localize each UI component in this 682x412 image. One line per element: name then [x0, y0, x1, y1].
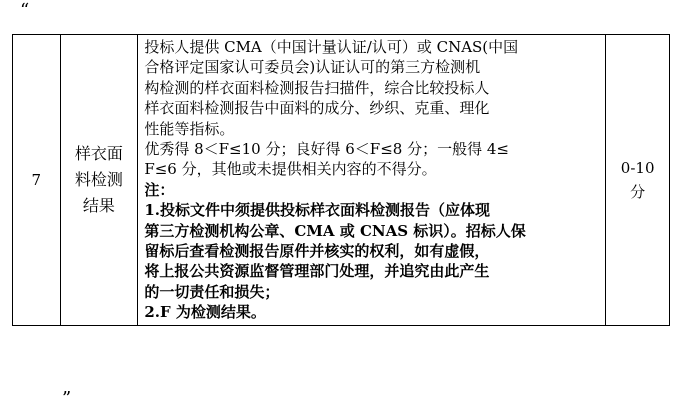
criteria-line: 投标人提供 CMA（中国计量认证/认可）或 CNAS(中国: [144, 38, 519, 56]
note-line: 留标后查看检测报告原件并核实的权利，如有虚假，: [144, 242, 490, 261]
criteria-line: 构检测的样衣面料检测报告扫描件，综合比较投标人: [144, 78, 490, 97]
scoring-table: [12, 34, 670, 326]
criteria-line: 合格评定国家认可委员会)认证认可的第三方检测机: [144, 58, 481, 77]
scoring-rule-line: F≤6 分，其他或未提供相关内容的不得分。: [144, 160, 437, 179]
criteria-cell: [138, 35, 606, 326]
criteria-line: 样衣面料检测报告中面料的成分、纱织、克重、理化: [144, 99, 490, 118]
item-name-line: 结果: [82, 195, 115, 215]
table-row: [13, 35, 670, 326]
score-range-line: 分: [630, 182, 646, 201]
item-name-line: 样衣面: [74, 143, 123, 163]
note-line: 2.F 为检测结果。: [144, 303, 266, 322]
closing-quote-mark: ”: [62, 388, 72, 409]
opening-quote-mark: “: [20, 0, 30, 21]
note-line: 将上报公共资源监督管理部门处理，并追究由此产生: [144, 262, 490, 281]
item-name-cell: [60, 35, 138, 326]
score-range-line: 0-10: [620, 158, 655, 177]
score-range-cell: [606, 35, 670, 326]
scoring-rule-line: 优秀得 8＜F≤10 分；良好得 6＜F≤8 分；一般得 4≤: [144, 140, 509, 159]
note-line: 的一切责任和损失；: [144, 282, 280, 301]
note-heading: 注：: [144, 180, 175, 199]
note-line: 第三方检测机构公章、CMA 或 CNAS 标识）。招标人保: [144, 221, 526, 240]
note-line: 1.投标文件中须提供投标样衣面料检测报告（应体现: [144, 201, 490, 220]
criteria-line: 性能等指标。: [144, 119, 235, 138]
item-name-line: 料检测: [74, 169, 123, 189]
row-number-cell: 7: [13, 35, 61, 326]
